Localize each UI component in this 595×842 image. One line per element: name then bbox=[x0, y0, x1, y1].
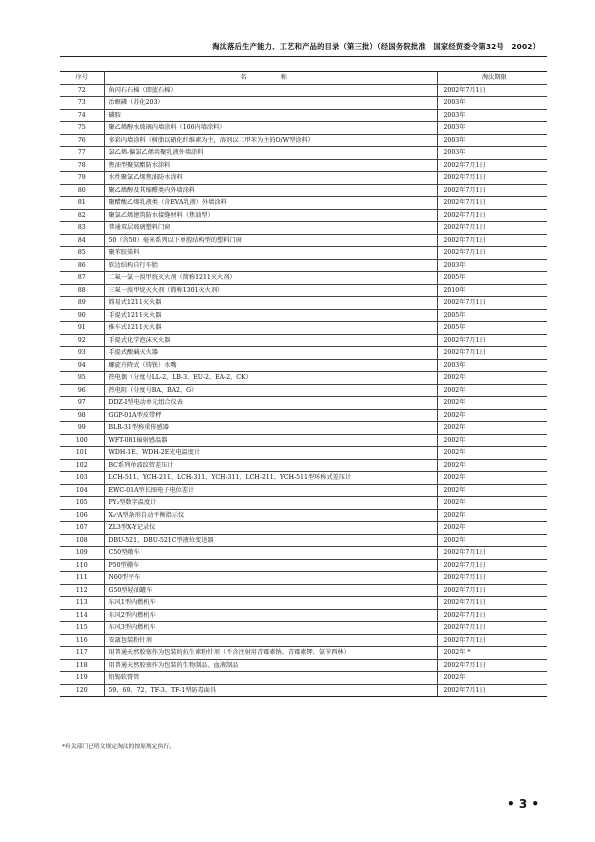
row-number: 77 bbox=[60, 147, 104, 160]
row-name: 三氟一溴甲烷灭火剂（简称1301灭火剂） bbox=[104, 284, 437, 297]
page-number: • 3 • bbox=[507, 797, 540, 811]
row-name: 多彩内墙涂料（树脂以硝化纤维素为主，溶剂以二甲苯为主的O/W型涂料） bbox=[104, 134, 437, 147]
row-name: 热电阻（分度号BA、BA2、G） bbox=[104, 384, 437, 397]
table-row bbox=[60, 672, 547, 685]
row-number: 101 bbox=[60, 447, 104, 460]
row-name: G50型轻油罐车 bbox=[104, 584, 437, 597]
row-name: 角闪石石棉（即蓝石棉） bbox=[104, 84, 437, 97]
row-name: 二氟一氯一溴甲烷灭火剂（简称1211灭火剂） bbox=[104, 272, 437, 285]
row-name: BC系列单波纹管差压计 bbox=[104, 459, 437, 472]
row-period: 2002年7月1日 bbox=[437, 622, 547, 635]
row-name: 手提式酸碱灭火器 bbox=[104, 347, 437, 360]
row-number: 89 bbox=[60, 297, 104, 310]
table-row bbox=[60, 359, 547, 372]
row-period: 2002年 bbox=[437, 409, 547, 422]
row-name: 软边结构自行车胎 bbox=[104, 259, 437, 272]
row-period: 2002年7月1日 bbox=[437, 84, 547, 97]
row-period: 2002年7月1日 bbox=[437, 597, 547, 610]
table-row bbox=[60, 409, 547, 422]
column-header-period: 淘汰期限 bbox=[437, 72, 547, 85]
table-body bbox=[60, 84, 547, 697]
row-period: 2002年7月1日 bbox=[437, 584, 547, 597]
table-row bbox=[60, 422, 547, 435]
table-row bbox=[60, 234, 547, 247]
table-row bbox=[60, 372, 547, 385]
row-name: N60型平车 bbox=[104, 572, 437, 585]
row-name: 推车式1211灭火器 bbox=[104, 322, 437, 335]
row-name: 焦油型聚氨酯防水涂料 bbox=[104, 159, 437, 172]
row-number: 99 bbox=[60, 422, 104, 435]
row-number: 103 bbox=[60, 472, 104, 485]
row-period: 2002年7月1日 bbox=[437, 234, 547, 247]
row-period: 2003年 bbox=[437, 109, 547, 122]
row-number: 88 bbox=[60, 284, 104, 297]
elimination-table bbox=[60, 71, 547, 697]
row-number: 73 bbox=[60, 97, 104, 110]
row-period: 2002年 bbox=[437, 484, 547, 497]
row-period: 2002年7月1日 bbox=[437, 197, 547, 210]
row-period: 2002年7月1日 bbox=[437, 222, 547, 235]
table-row bbox=[60, 484, 547, 497]
row-number: 114 bbox=[60, 609, 104, 622]
row-number: 102 bbox=[60, 459, 104, 472]
row-number: 85 bbox=[60, 247, 104, 260]
row-period: 2002年 bbox=[437, 472, 547, 485]
row-period: 2002年7月1日 bbox=[437, 347, 547, 360]
table-row bbox=[60, 584, 547, 597]
table-row bbox=[60, 322, 547, 335]
row-period: 2003年 bbox=[437, 134, 547, 147]
table-row bbox=[60, 309, 547, 322]
table-row bbox=[60, 684, 547, 697]
row-name: 聚氯乙烯建筑防水接缝材料（焦油型） bbox=[104, 209, 437, 222]
table-row bbox=[60, 509, 547, 522]
row-period: 2002年7月1日 bbox=[437, 172, 547, 185]
row-name: 东风3型内燃机车 bbox=[104, 622, 437, 635]
row-number: 106 bbox=[60, 509, 104, 522]
table-row bbox=[60, 384, 547, 397]
table-row bbox=[60, 497, 547, 510]
row-period: 2002年 bbox=[437, 459, 547, 472]
row-number: 95 bbox=[60, 372, 104, 385]
table-row bbox=[60, 472, 547, 485]
table-header-row bbox=[60, 72, 547, 85]
table-row bbox=[60, 622, 547, 635]
row-name: PY₂型数字温度计 bbox=[104, 497, 437, 510]
row-number: 97 bbox=[60, 397, 104, 410]
row-period: 2002年 bbox=[437, 384, 547, 397]
row-name: WFT-081辐射感温器 bbox=[104, 434, 437, 447]
table-row bbox=[60, 184, 547, 197]
row-name: WDH-1E、WDH-2E光电温度计 bbox=[104, 447, 437, 460]
table-row bbox=[60, 597, 547, 610]
row-name: 治螟磷（苏化203） bbox=[104, 97, 437, 110]
row-name: 聚乙烯醇及其缩醛类内外墙涂料 bbox=[104, 184, 437, 197]
row-number: 120 bbox=[60, 684, 104, 697]
row-period: 2005年 bbox=[437, 322, 547, 335]
row-name: 螺旋升降式（铸铁）水嘴 bbox=[104, 359, 437, 372]
row-name: 水性聚氯乙烯焦油防水涂料 bbox=[104, 172, 437, 185]
row-name: 氯乙烯-偏氯乙烯共聚乳液外墙涂料 bbox=[104, 147, 437, 160]
table-row bbox=[60, 222, 547, 235]
row-number: 105 bbox=[60, 497, 104, 510]
row-name: 用普通天然胶塞作为包装的生物制品、血液制品 bbox=[104, 659, 437, 672]
row-period: 2003年 bbox=[437, 259, 547, 272]
table-row bbox=[60, 634, 547, 647]
row-number: 108 bbox=[60, 534, 104, 547]
row-name: 手提式化学泡沫灭火器 bbox=[104, 334, 437, 347]
row-period: 2002年7月1日 bbox=[437, 547, 547, 560]
row-name: 热电偶（分度号LL-2、LB-3、EU-2、EA-2、CK） bbox=[104, 372, 437, 385]
row-name: 50（含50）毫米系列以下单腔结构型的塑料门窗 bbox=[104, 234, 437, 247]
row-number: 119 bbox=[60, 672, 104, 685]
table-row bbox=[60, 347, 547, 360]
row-name: 东风1型内燃机车 bbox=[104, 597, 437, 610]
table-row bbox=[60, 109, 547, 122]
row-period: 2002年7月1日 bbox=[437, 334, 547, 347]
row-name: BLR-31型称重传感器 bbox=[104, 422, 437, 435]
row-number: 115 bbox=[60, 622, 104, 635]
row-name: P50型棚车 bbox=[104, 559, 437, 572]
row-name: GGP-01A型皮带秤 bbox=[104, 409, 437, 422]
table-row bbox=[60, 84, 547, 97]
table-row bbox=[60, 659, 547, 672]
row-name: 聚苯胶染料 bbox=[104, 247, 437, 260]
table-row bbox=[60, 159, 547, 172]
table-row bbox=[60, 122, 547, 135]
row-number: 78 bbox=[60, 159, 104, 172]
row-period: 2010年 bbox=[437, 284, 547, 297]
table-row bbox=[60, 397, 547, 410]
column-header-no: 序号 bbox=[60, 72, 104, 85]
row-number: 75 bbox=[60, 122, 104, 135]
row-name: DBU-521、DBU-521C型液位变送器 bbox=[104, 534, 437, 547]
table-row bbox=[60, 447, 547, 460]
row-number: 94 bbox=[60, 359, 104, 372]
row-period: 2003年 bbox=[437, 97, 547, 110]
table-row bbox=[60, 647, 547, 660]
row-period: 2002年 bbox=[437, 672, 547, 685]
row-period: 2002年 bbox=[437, 534, 547, 547]
row-period: 2002年7月1日 bbox=[437, 159, 547, 172]
table-row bbox=[60, 572, 547, 585]
row-period: 2002年 bbox=[437, 434, 547, 447]
row-period: 2002年 bbox=[437, 497, 547, 510]
row-period: 2002年 * bbox=[437, 647, 547, 660]
row-period: 2002年 bbox=[437, 509, 547, 522]
row-number: 87 bbox=[60, 272, 104, 285]
row-name: 用普通天然胶塞作为包装的抗生素粉针剂（不含注射用青霉素钠、青霉素钾、氨苄西林） bbox=[104, 647, 437, 660]
table-row bbox=[60, 297, 547, 310]
row-period: 2005年 bbox=[437, 272, 547, 285]
row-number: 98 bbox=[60, 409, 104, 422]
row-number: 91 bbox=[60, 322, 104, 335]
row-period: 2002年7月1日 bbox=[437, 659, 547, 672]
row-period: 2002年7月1日 bbox=[437, 209, 547, 222]
row-number: 111 bbox=[60, 572, 104, 585]
row-number: 90 bbox=[60, 309, 104, 322]
row-period: 2002年7月1日 bbox=[437, 247, 547, 260]
row-name: 手提式1211灭火器 bbox=[104, 309, 437, 322]
row-period: 2002年 bbox=[437, 422, 547, 435]
row-number: 74 bbox=[60, 109, 104, 122]
table-row bbox=[60, 609, 547, 622]
row-period: 2002年7月1日 bbox=[437, 684, 547, 697]
row-number: 83 bbox=[60, 222, 104, 235]
row-number: 113 bbox=[60, 597, 104, 610]
row-number: 116 bbox=[60, 634, 104, 647]
row-period: 2003年 bbox=[437, 359, 547, 372]
row-name: 聚醋酸乙烯乳液类（含EVA乳液）外墙涂料 bbox=[104, 197, 437, 210]
table-row bbox=[60, 434, 547, 447]
table-row bbox=[60, 522, 547, 535]
row-period: 2002年7月1日 bbox=[437, 634, 547, 647]
row-period: 2002年7月1日 bbox=[437, 572, 547, 585]
row-period: 2002年7月1日 bbox=[437, 184, 547, 197]
table-row bbox=[60, 97, 547, 110]
row-name: 简易式1211灭火器 bbox=[104, 297, 437, 310]
running-header: 淘汰落后生产能力、工艺和产品的目录（第三批）（经国务院批准 国家经贸委令第32号 2002） bbox=[212, 42, 540, 51]
row-name: 磷胺 bbox=[104, 109, 437, 122]
table-row bbox=[60, 172, 547, 185]
table-row bbox=[60, 197, 547, 210]
row-period: 2002年7月1日 bbox=[437, 609, 547, 622]
row-period: 2005年 bbox=[437, 309, 547, 322]
table-row bbox=[60, 559, 547, 572]
row-name: 普通双层玻璃塑料门窗 bbox=[104, 222, 437, 235]
row-name: C50型敞车 bbox=[104, 547, 437, 560]
header-rule bbox=[60, 56, 547, 57]
row-period: 2002年7月1日 bbox=[437, 297, 547, 310]
row-period: 2002年 bbox=[437, 372, 547, 385]
footnote: *有关部门已明文规定淘汰的按原规定执行。 bbox=[62, 744, 176, 750]
row-number: 96 bbox=[60, 384, 104, 397]
row-name: DDZ-Ⅰ型电动单元组合仪表 bbox=[104, 397, 437, 410]
row-number: 107 bbox=[60, 522, 104, 535]
row-number: 82 bbox=[60, 209, 104, 222]
row-number: 117 bbox=[60, 647, 104, 660]
row-name: 聚乙烯醇水玻璃内墙涂料（106内墙涂料） bbox=[104, 122, 437, 135]
table-row bbox=[60, 209, 547, 222]
row-number: 80 bbox=[60, 184, 104, 197]
table-row bbox=[60, 247, 547, 260]
row-name: X₀⁰A型条形自动平衡指示仪 bbox=[104, 509, 437, 522]
row-number: 81 bbox=[60, 197, 104, 210]
row-period: 2002年 bbox=[437, 397, 547, 410]
row-number: 72 bbox=[60, 84, 104, 97]
row-name: ZL3型X-Y记录仪 bbox=[104, 522, 437, 535]
table-row bbox=[60, 547, 547, 560]
table-row bbox=[60, 147, 547, 160]
table-row bbox=[60, 334, 547, 347]
row-number: 93 bbox=[60, 347, 104, 360]
table-row bbox=[60, 134, 547, 147]
row-period: 2003年 bbox=[437, 122, 547, 135]
row-period: 2002年 bbox=[437, 447, 547, 460]
row-number: 92 bbox=[60, 334, 104, 347]
row-name: 铅锡软膏管 bbox=[104, 672, 437, 685]
row-number: 84 bbox=[60, 234, 104, 247]
column-header-name: 名 称 bbox=[104, 72, 437, 85]
row-number: 76 bbox=[60, 134, 104, 147]
row-number: 86 bbox=[60, 259, 104, 272]
row-name: LCH-511、YCH-211、LCH-311、YCH-311、LCH-211、YCH-511型环称式差压计 bbox=[104, 472, 437, 485]
row-period: 2002年7月1日 bbox=[437, 559, 547, 572]
row-number: 110 bbox=[60, 559, 104, 572]
row-number: 109 bbox=[60, 547, 104, 560]
table-row bbox=[60, 459, 547, 472]
row-name: 安瓿包装粉针剂 bbox=[104, 634, 437, 647]
row-number: 104 bbox=[60, 484, 104, 497]
table-row bbox=[60, 272, 547, 285]
row-number: 100 bbox=[60, 434, 104, 447]
row-period: 2002年 bbox=[437, 522, 547, 535]
table-row bbox=[60, 259, 547, 272]
row-number: 79 bbox=[60, 172, 104, 185]
table-row bbox=[60, 534, 547, 547]
table-row bbox=[60, 284, 547, 297]
row-number: 112 bbox=[60, 584, 104, 597]
row-name: 59、69、72、TF-3、TF-1型防毒面具 bbox=[104, 684, 437, 697]
row-number: 118 bbox=[60, 659, 104, 672]
row-name: 东风2型内燃机车 bbox=[104, 609, 437, 622]
row-name: EWC-01A型长图电子电位差计 bbox=[104, 484, 437, 497]
row-period: 2003年 bbox=[437, 147, 547, 160]
